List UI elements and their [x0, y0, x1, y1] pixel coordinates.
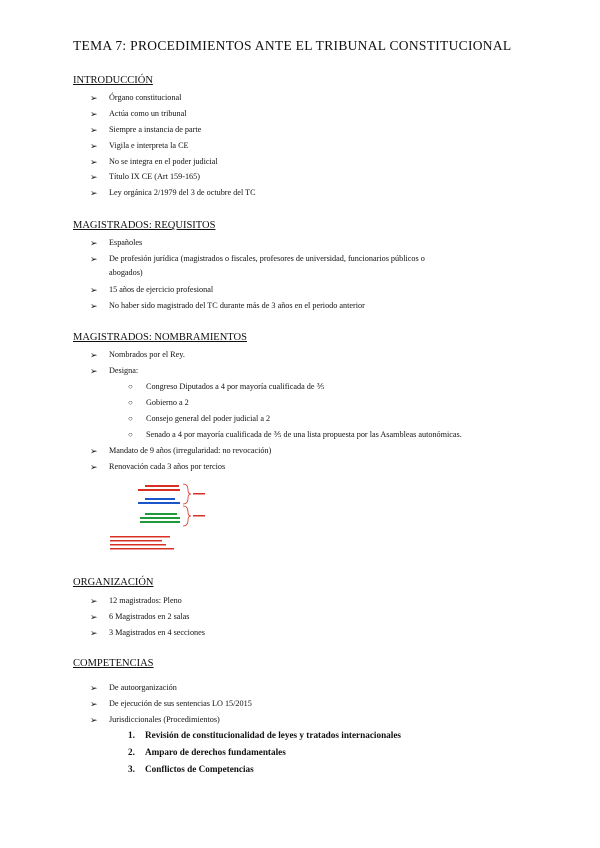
renovacion-diagram-image [105, 480, 225, 560]
arrow-bullet-icon: ➢ [90, 683, 98, 693]
arrow-bullet-icon: ➢ [90, 462, 98, 472]
arrow-bullet-icon: ➢ [90, 301, 98, 311]
page-title: TEMA 7: PROCEDIMIENTOS ANTE EL TRIBUNAL CONSTITUCIONAL [73, 38, 512, 53]
arrow-bullet-icon: ➢ [90, 172, 98, 182]
arrow-bullet-icon: ➢ [90, 254, 98, 264]
diagram-scribble-lines [110, 485, 180, 550]
heading-introduccion: INTRODUCCIÓN [73, 75, 153, 86]
brace-icon [183, 484, 191, 504]
circle-bullet-icon: ○ [128, 414, 133, 423]
arrow-bullet-icon: ➢ [90, 366, 98, 376]
arrow-bullet-icon: ➢ [90, 350, 98, 360]
arrow-bullet-icon: ➢ [90, 596, 98, 606]
arrow-bullet-icon: ➢ [90, 125, 98, 135]
arrow-bullet-icon: ➢ [90, 188, 98, 198]
circle-bullet-icon: ○ [128, 430, 133, 439]
document-page: TEMA 7: PROCEDIMIENTOS ANTE EL TRIBUNAL CONSTITUCIONAL INTRODUCCIÓN ➢ Órgano constitucional ➢ Actúa como un tribunal ➢ Siempre a instancia de parte ➢ Vigila e interpreta la CE ➢ No se integra en el poder judicial ➢ Título IX CE (Art 159-165) ➢ Ley orgánica 2/1979 del 3 de octubre del TC MAGISTRADOS: REQUISITOS ➢ Españoles ➢ De profesión jurídica (magistrados o fiscales, profesores de universidad, funcionarios públicos o abogados) ➢ 15 años de ejercicio profesional ➢ No haber sido magistrado del TC durante más de 3 años en el periodo anterior MAGISTRADOS: NOMBRAMIENTOS ➢ Nombrados por el Rey. ➢ Designa: ○ Congreso Diputados a 4 por mayoría cualificada de ⅗ ○ Gobierno a 2 ○ Consejo general del poder judicial a 2 ○ Senado a 4 por mayoría cualificada de ⅗ de una lista propuesta por las Asambleas autonómicas. ➢ Mandato de 9 años (irregularidad: no revocación) ➢ Renovación cada 3 años por tercios ORGANIZACIÓN ➢ 12 magistrados: Pleno ➢ 6 Magistrados en 2 salas ➢ 3 Magistrados en 4 secciones COMPETENCIAS ➢ De autoorganización ➢ De ejecución de sus sentencias LO 15/2015 ➢ Jurisdiccionales (Procedimientos) 1. Revisión de constitucionalidad de leyes y tratados internacionales 2. Amparo de derechos fundamentales 3. Conflictos de Competencias [73, 38, 512, 774]
circle-bullet-icon: ○ [128, 382, 133, 391]
arrow-bullet-icon: ➢ [90, 628, 98, 638]
arrow-bullet-icon: ➢ [90, 285, 98, 295]
arrow-bullet-icon: ➢ [90, 715, 98, 725]
arrow-bullet-icon: ➢ [90, 446, 98, 456]
arrow-bullet-icon: ➢ [90, 157, 98, 167]
arrow-bullet-icon: ➢ [90, 93, 98, 103]
circle-bullet-icon: ○ [128, 398, 133, 407]
heading-requisitos: MAGISTRADOS: REQUISITOS [73, 220, 216, 231]
arrow-bullet-icon: ➢ [90, 699, 98, 709]
heading-competencias: COMPETENCIAS [73, 658, 154, 669]
arrow-bullet-icon: ➢ [90, 612, 98, 622]
brace-icon [183, 506, 191, 526]
arrow-bullet-icon: ➢ [90, 109, 98, 119]
heading-nombramientos: MAGISTRADOS: NOMBRAMIENTOS [73, 332, 247, 343]
arrow-bullet-icon: ➢ [90, 141, 98, 151]
arrow-bullet-icon: ➢ [90, 238, 98, 248]
heading-organizacion: ORGANIZACIÓN [73, 577, 154, 588]
